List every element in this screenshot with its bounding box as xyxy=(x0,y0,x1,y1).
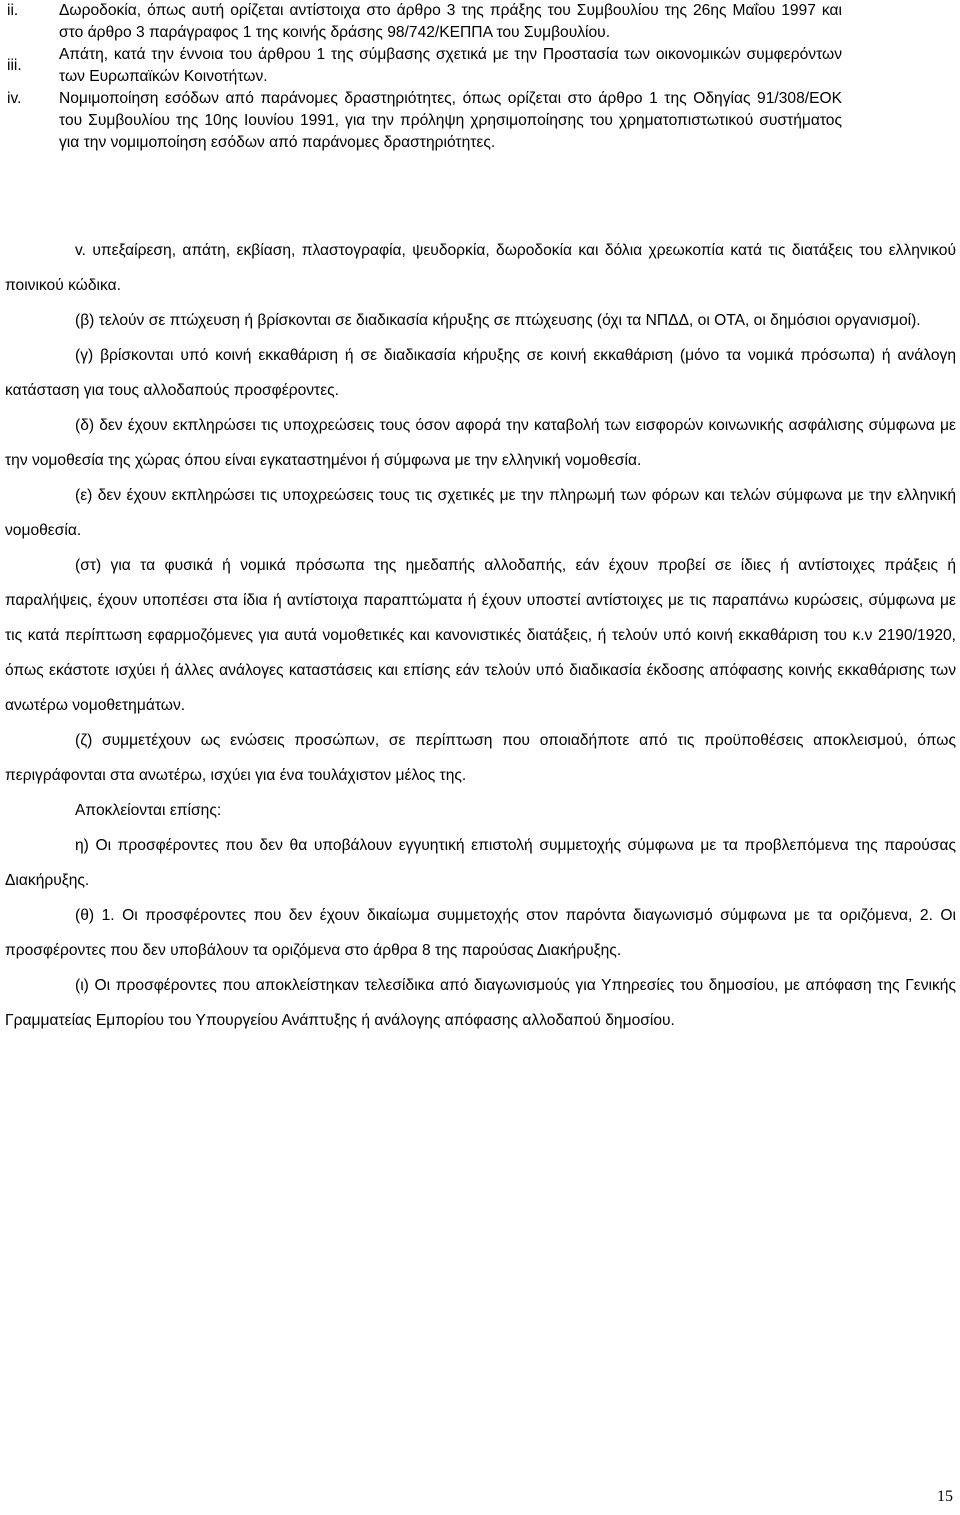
paragraph: (ι) Οι προσφέροντες που αποκλείστηκαν τελεσίδικα από διαγωνισμούς για Υπηρεσίες του δημοσίου, με απόφαση της Γενικής Γραμματείας Εμπορίου του Υπουργείου Ανάπτυξης ή ανάλογης απόφασης αλλοδαπού δημοσίου. xyxy=(5,977,956,1029)
list-item-text: Δωροδοκία, όπως αυτή ορίζεται αντίστοιχα στο άρθρο 3 της πράξης του Συμβουλίου της 26ης Μαΐου 1997 και στο άρθρο 3 παράγραφος 1 της κοινής δράσης 98/742/ΚΕΠΠΑ του Συμβουλίου. xyxy=(59,2,842,41)
paragraph: (γ) βρίσκονται υπό κοινή εκκαθάριση ή σε διαδικασία κήρυξης σε κοινή εκκαθάριση (μόνο τα νομικά πρόσωπα) ή ανάλογη κατάσταση για τους αλλοδαπούς προσφέροντες. xyxy=(5,347,956,399)
paragraph: (στ) για τα φυσικά ή νομικά πρόσωπα της ημεδαπής αλλοδαπής, εάν έχουν προβεί σε ίδιες ή αντίστοιχες πράξεις ή παραλήψεις, έχουν υποπέσει στα ίδια ή αντίστοιχα παραπτώματα ή έχουν υποστεί αντίστοιχες με τις παραπάνω κυρώσεις, σύμφωνα με τις κατά περίπτωση εφαρμοζόμενες για αυτά νομοθετικές και κανονιστικές διατάξεις, ή τελούν υπό κοινή εκκαθάριση του κ.ν 2190/1920, όπως εκάστοτε ισχύει ή άλλες ανάλογες καταστάσεις και επίσης εάν τελούν υπό διαδικασία έκδοσης απόφασης κοινής εκκαθάρισης των ανωτέρω νομοθετημάτων. xyxy=(5,557,956,714)
list-item xyxy=(7,44,842,88)
paragraph: (ζ) συμμετέχουν ως ενώσεις προσώπων, σε περίπτωση που οποιαδήποτε από τις προϋποθέσεις αποκλεισμού, όπως περιγράφονται στα ανωτέρω, ισχύει για ένα τουλάχιστον μέλος της. xyxy=(5,732,956,784)
list-item-number: iii. xyxy=(7,57,22,74)
paragraph: Αποκλείονται επίσης: xyxy=(75,802,222,819)
paragraph: (θ) 1. Οι προσφέροντες που δεν έχουν δικαίωμα συμμετοχής στον παρόντα διαγωνισμό σύμφωνα με τα οριζόμενα, 2. Οι προσφέροντες που δεν υποβάλουν τα οριζόμενα στο άρθρα 8 της παρούσας Διακήρυξης. xyxy=(5,907,956,959)
list-item xyxy=(7,88,842,154)
list-item-text: Απάτη, κατά την έννοια του άρθρου 1 της σύμβασης σχετικά με την Προστασία των οικονομικών συμφερόντων των Ευρωπαϊκών Κοινοτήτων. xyxy=(59,46,842,85)
list-item-number: ii. xyxy=(7,2,19,19)
paragraph: (δ) δεν έχουν εκπληρώσει τις υποχρεώσεις τους όσον αφορά την καταβολή των εισφορών κοινωνικής ασφάλισης σύμφωνα με την νομοθεσία της χώρας όπου είναι εγκαταστημένοι ή σύμφωνα με την ελληνική νομοθεσία. xyxy=(5,417,956,469)
list-item-number: iv. xyxy=(7,90,22,107)
list-item-text: Νομιμοποίηση εσόδων από παράνομες δραστηριότητες, όπως ορίζεται στο άρθρο 1 της Οδηγίας 91/308/ΕΟΚ του Συμβουλίου της 10ης Ιουνίου 1991, για την πρόληψη χρησιμοποίησης του χρηματοπιστωτικού συστήματος για την νομιμοποίηση εσόδων από παράνομες δραστηριότητες. xyxy=(59,90,842,151)
paragraph: η) Οι προσφέροντες που δεν θα υποβάλουν εγγυητική επιστολή συμμετοχής σύμφωνα με τα προβλεπόμενα της παρούσας Διακήρυξης. xyxy=(5,837,956,889)
paragraph: v. υπεξαίρεση, απάτη, εκβίαση, πλαστογραφία, ψευδορκία, δωροδοκία και δόλια χρεωκοπία κατά τις διατάξεις του ελληνικού ποινικού κώδικα. xyxy=(5,242,956,294)
document-body xyxy=(5,233,956,1038)
list-item xyxy=(7,0,842,44)
paragraph: (ε) δεν έχουν εκπληρώσει τις υποχρεώσεις τους τις σχετικές με την πληρωμή των φόρων και τελών σύμφωνα με την ελληνική νομοθεσία. xyxy=(5,487,956,539)
roman-numeral-list xyxy=(7,0,842,154)
paragraph: (β) τελούν σε πτώχευση ή βρίσκονται σε διαδικασία κήρυξης σε πτώχευσης (όχι τα ΝΠΔΔ, οι ΟΤΑ, οι δημόσιοι οργανισμοί). xyxy=(75,312,921,329)
page-number: 15 xyxy=(937,1488,953,1505)
